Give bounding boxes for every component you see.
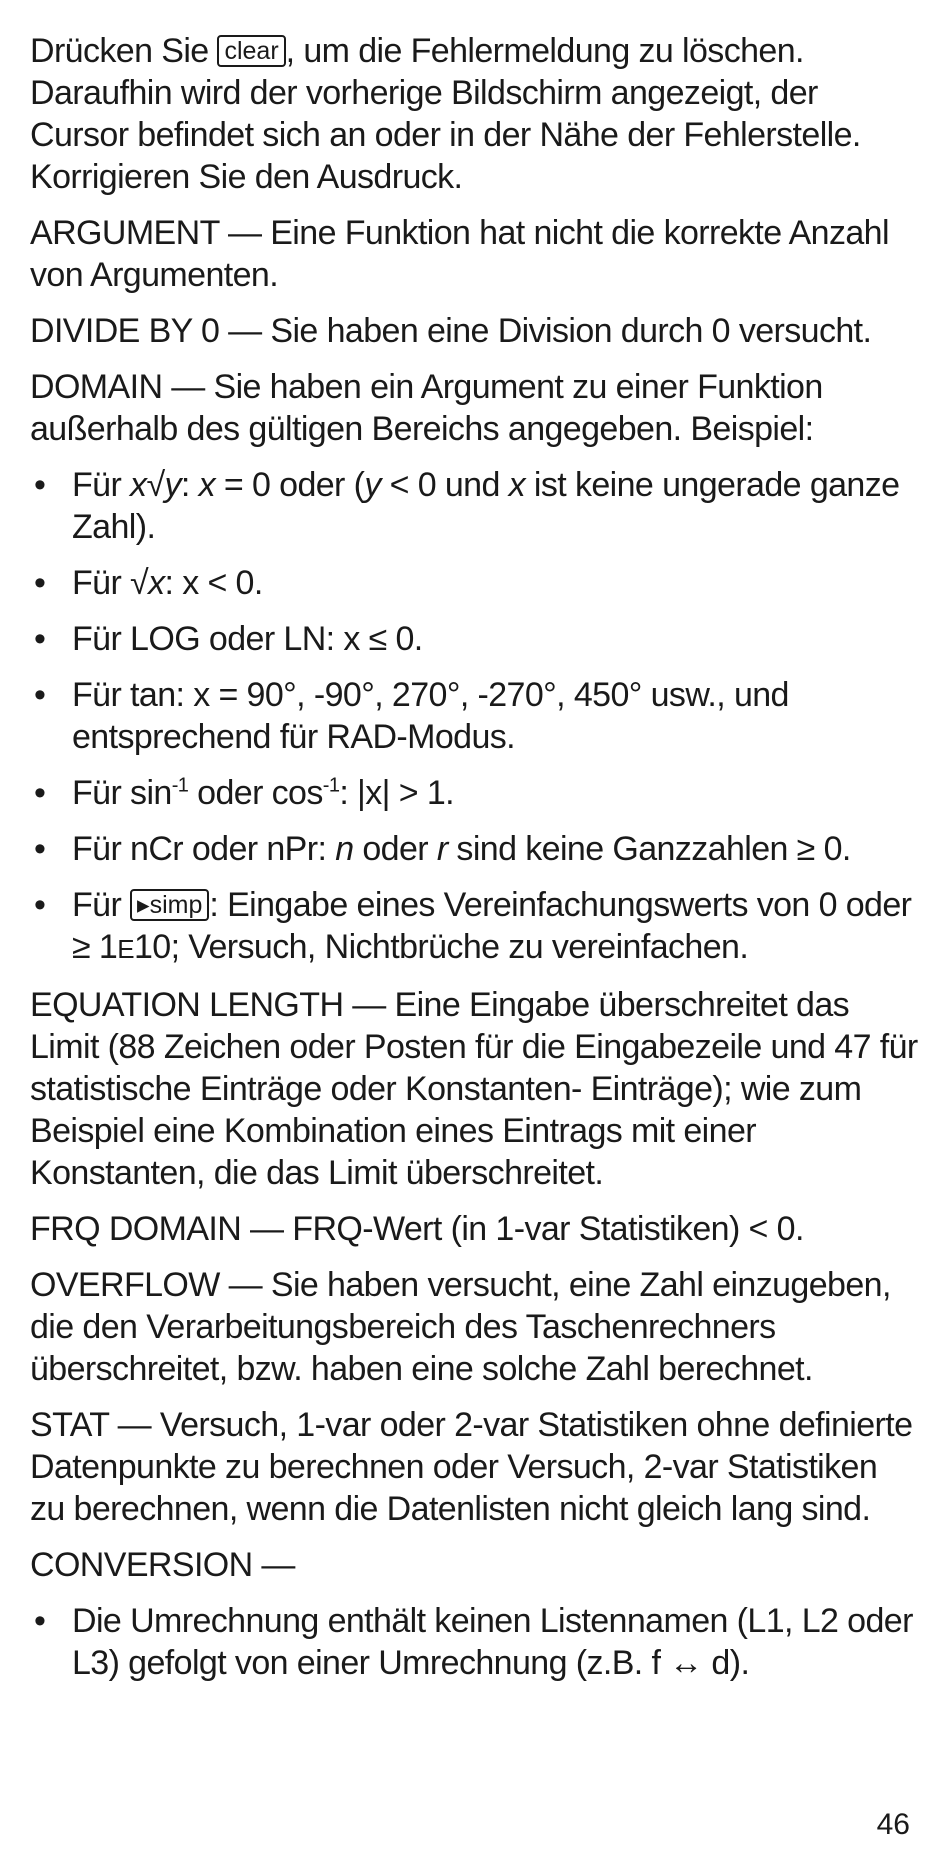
error-conversion: CONVERSION —	[30, 1546, 295, 1584]
intro-pre: Drücken Sie	[30, 32, 209, 70]
clear-key: clear	[217, 35, 285, 67]
domain-bullet-tan: • Für tan: x = 90°, -90°, 270°, -270°, 450° usw., und entsprechend für RAD-Modus.	[30, 674, 920, 758]
root-symbol: √	[130, 564, 149, 602]
conversion-bullet-list	[30, 1600, 920, 1684]
error-domain: DOMAIN — Sie haben ein Argument zu einer Funktion außerhalb des gültigen Bereichs angegeben. Beispiel:	[30, 368, 823, 448]
page-number: 46	[876, 1808, 910, 1841]
domain-bullet-sqrt: • Für √x: x < 0.	[30, 562, 920, 604]
error-frq-domain: FRQ DOMAIN — FRQ-Wert (in 1-var Statistiken) < 0.	[30, 1210, 804, 1248]
root-symbol: √	[146, 466, 165, 504]
domain-bullet-log: • Für LOG oder LN: x ≤ 0.	[30, 618, 920, 660]
intro-post: , um die Fehlermeldung zu löschen. Daraufhin wird der vorherige Bildschirm angezeigt, der Cursor befindet sich an oder in der Nähe der Fehlerstelle. Korrigieren Sie den Ausdruck.	[30, 32, 861, 196]
domain-bullet-simp: • Für ▸simp : Eingabe eines Vereinfachungswerts von 0 oder ≥ 1E10; Versuch, Nichtbrüche zu vereinfachen.	[30, 884, 920, 970]
simp-key: ▸simp	[130, 889, 209, 921]
error-divide-by-zero: DIVIDE BY 0 — Sie haben eine Division durch 0 versucht.	[30, 312, 872, 350]
error-overflow: OVERFLOW — Sie haben versucht, eine Zahl einzugeben, die den Verarbeitungsbereich des Taschenrechners überschreitet, bzw. haben eine solche Zahl berechnet.	[30, 1266, 891, 1388]
domain-bullet-list	[30, 464, 920, 970]
manual-page	[30, 30, 920, 1698]
intro-paragraph	[30, 30, 920, 198]
error-argument: ARGUMENT — Eine Funktion hat nicht die korrekte Anzahl von Argumenten.	[30, 214, 889, 294]
domain-bullet-asin: • Für $\sin^{-1}$ oder $\cos^{-1}$: |x| > 1.	[30, 772, 920, 814]
error-equation-length: EQUATION LENGTH — Eine Eingabe überschreitet das Limit (88 Zeichen oder Posten für die Eingabezeile und 47 für statistische Einträge oder Konstanten- Einträge); wie zum Beispiel eine Kombination eines Eintrags mit einer Konstanten, die das Limit überschreitet.	[30, 986, 918, 1192]
conversion-bullet: • Die Umrechnung enthält keinen Listennamen (L1, L2 oder L3) gefolgt von einer Umrechnung (z.B. f ↔ d).	[30, 1600, 920, 1684]
error-stat: STAT — Versuch, 1-var oder 2-var Statistiken ohne definierte Datenpunkte zu berechnen oder Versuch, 2-var Statistiken zu berechnen, wenn die Datenlisten nicht gleich lang sind.	[30, 1406, 913, 1528]
domain-bullet-ncr: • Für nCr oder nPr: n oder r sind keine Ganzzahlen ≥ 0.	[30, 828, 920, 870]
domain-bullet-xroot: • Für x√y: x = 0 oder (y < 0 und x ist keine ungerade ganze Zahl).	[30, 464, 920, 548]
